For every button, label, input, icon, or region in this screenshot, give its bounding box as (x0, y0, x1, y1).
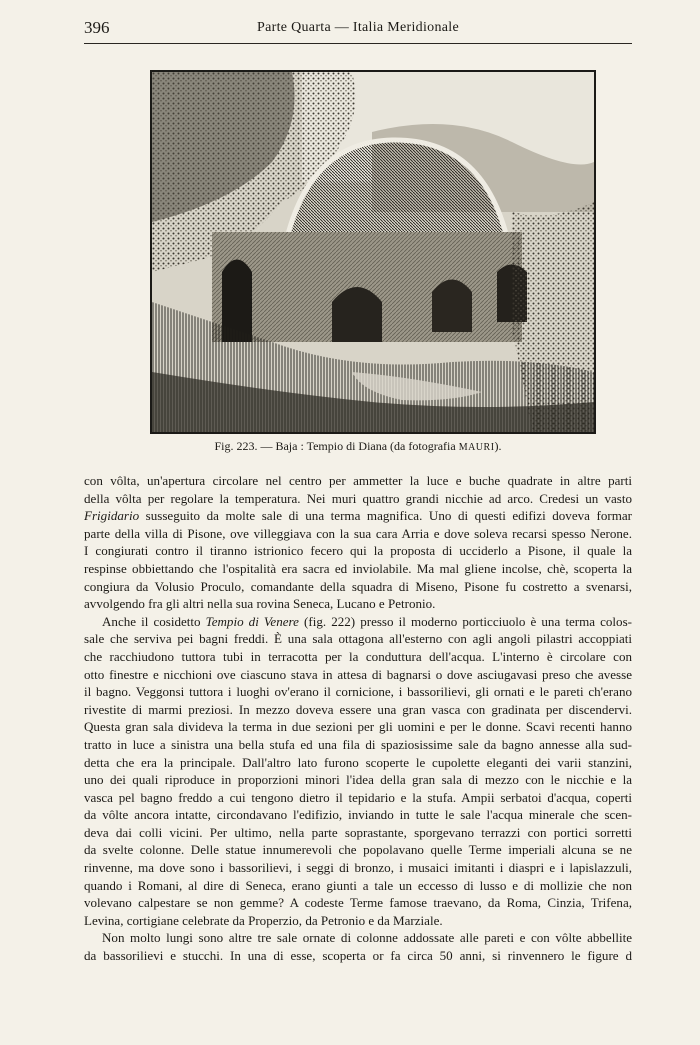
text-line: rivestite di marmi preziosi. In mezzo doveva essere una gran vasca con gradinata per discendervi. (84, 701, 632, 717)
text-line: il bagno. Veggonsi tuttora i luoghi ov'erano il cornicione, i bassorilievi, gli ornati e le pareti ch'erano (84, 684, 632, 700)
text-line: della vôlta per regolare la temperatura. Nei muri quattro grandi nicchie ad arco. Credesi un vasto (84, 490, 632, 506)
text-line: che racchiudono tuttora tubi in terracotta per la conduttura dell'acqua. L'interno è circolare con (84, 648, 632, 664)
text-line: respinse obbiettando che l'ospitalità era sacra ed inviolabile. Ma mal gliene incolse, chè, scoperta la (84, 560, 632, 576)
text-line: uno dei quali riproduce in proporzioni minori l'idea della gran sala di mezzo con le nicchie e la (84, 772, 632, 788)
text-line: volevano calpestare se non gemme? A codeste Terme famose traevano, da Roma, Cinzia, Trifena, (84, 895, 632, 911)
body-text (84, 472, 632, 965)
text-line: Questa gran sala divideva la terma in due sezioni per gli uomini e per le donne. Scavi recenti hanno (84, 719, 632, 735)
caption-prefix: Fig. 223. — Baja : Tempio di Diana (da fotografia (214, 439, 459, 453)
text-line: da svelte colonne. Delle statue innumerevoli che popolavano quelle Terme imperiali alcuna se ne (84, 842, 632, 858)
figure-caption (84, 439, 632, 454)
paragraph (84, 613, 632, 930)
figure-engraving (150, 70, 596, 434)
text-line: con vôlta, un'apertura circolare nel centro per ammetter la luce e buche quadrate in altre parti (84, 473, 632, 488)
text-line: vasca pel bagno freddo a cui tengono dietro il tepidario e la stufa. Ampii serbatoi d'acqua, coperti (84, 789, 632, 805)
text-line: Levina, cortigiane celebrate da Properzio, da Petronio e da Marziale. (84, 912, 443, 928)
text-line: da vôlte ancora intatte, circondavano l'edifizio, inviando in tutte le sale l'acqua minerale che scen- (84, 807, 632, 823)
text-line: deva dai colli vicini. Per ultimo, nella parte soprastante, sporgevano terrazzi con portici sorretti (84, 824, 632, 840)
text-line: da bassorilievi e stucchi. In una di esse, scoperta or fa circa 50 anni, si rinvennero le figure d (84, 948, 632, 964)
text-line: Frigidario susseguito da molte sale di una terma magnifica. Uno di questi edifizi doveva formar (84, 508, 632, 524)
temple-ruin-illustration (152, 72, 594, 432)
text-line: parte della villa di Pisone, ove villeggiava con la sua cara Arria e dove soleva recarsi spesso Nerone. (84, 525, 632, 541)
header-rule (84, 43, 632, 44)
running-head: Parte Quarta — Italia Meridionale (257, 20, 459, 35)
text-line: tratto in luce a sinistra una bella stufa ed una fila di spaziosissime sale da bagno annesse alla sud- (84, 736, 632, 752)
text-line: detta che era la principale. Dall'altro lato furono scoperte le cupolette eleganti dei varii stanzini, (84, 754, 632, 770)
text-line: Anche il cosidetto Tempio di Venere (fig. 222) presso il moderno porticciuolo è una terma colos- (102, 613, 632, 629)
text-line: Non molto lungi sono altre tre sale ornate di colonne addossate alle pareti e con vôlte abbellite (102, 930, 632, 946)
page-header (84, 18, 632, 40)
italic-term: Frigidario (84, 508, 140, 524)
caption-photographer: MAURI (458, 442, 495, 453)
text-line: congiura da Volusio Proculo, comandante della squadra di Miseno, Pisone fu costretto a svenarsi, (84, 578, 632, 594)
italic-term: Tempio di Venere (205, 613, 299, 629)
page-number: 396 (84, 18, 110, 37)
paragraph (84, 472, 632, 613)
text-line: avvolgendo fra gli altri nella sua rovina Seneca, Lucano e Petronio. (84, 596, 436, 612)
text-line: otto finestre e nicchioni ove ciascuno stava in attesa di bagnarsi o dove asciugavasi preso che avesse (84, 666, 632, 682)
text-line: I congiurati contro il tiranno istrionico fecero qui la proposta di ucciderlo a Pisone, il quale la (84, 543, 632, 559)
paragraph (84, 929, 632, 964)
text-line: rinvenne, ma dove sono i bassorilievi, i seggi di bronzo, i musaici imitanti i diaspri e i lapislazzuli, (84, 860, 632, 876)
caption-suffix: ). (494, 439, 502, 453)
text-line: quando i Romani, al dire di Seneca, erano giunti a tale un eccesso di lusso e di mollizie che non (84, 877, 632, 893)
text-line: sale che serviva pei bagni freddi. È una sala ottagona all'esterno con agli angoli pilastri accoppiati (84, 631, 632, 647)
